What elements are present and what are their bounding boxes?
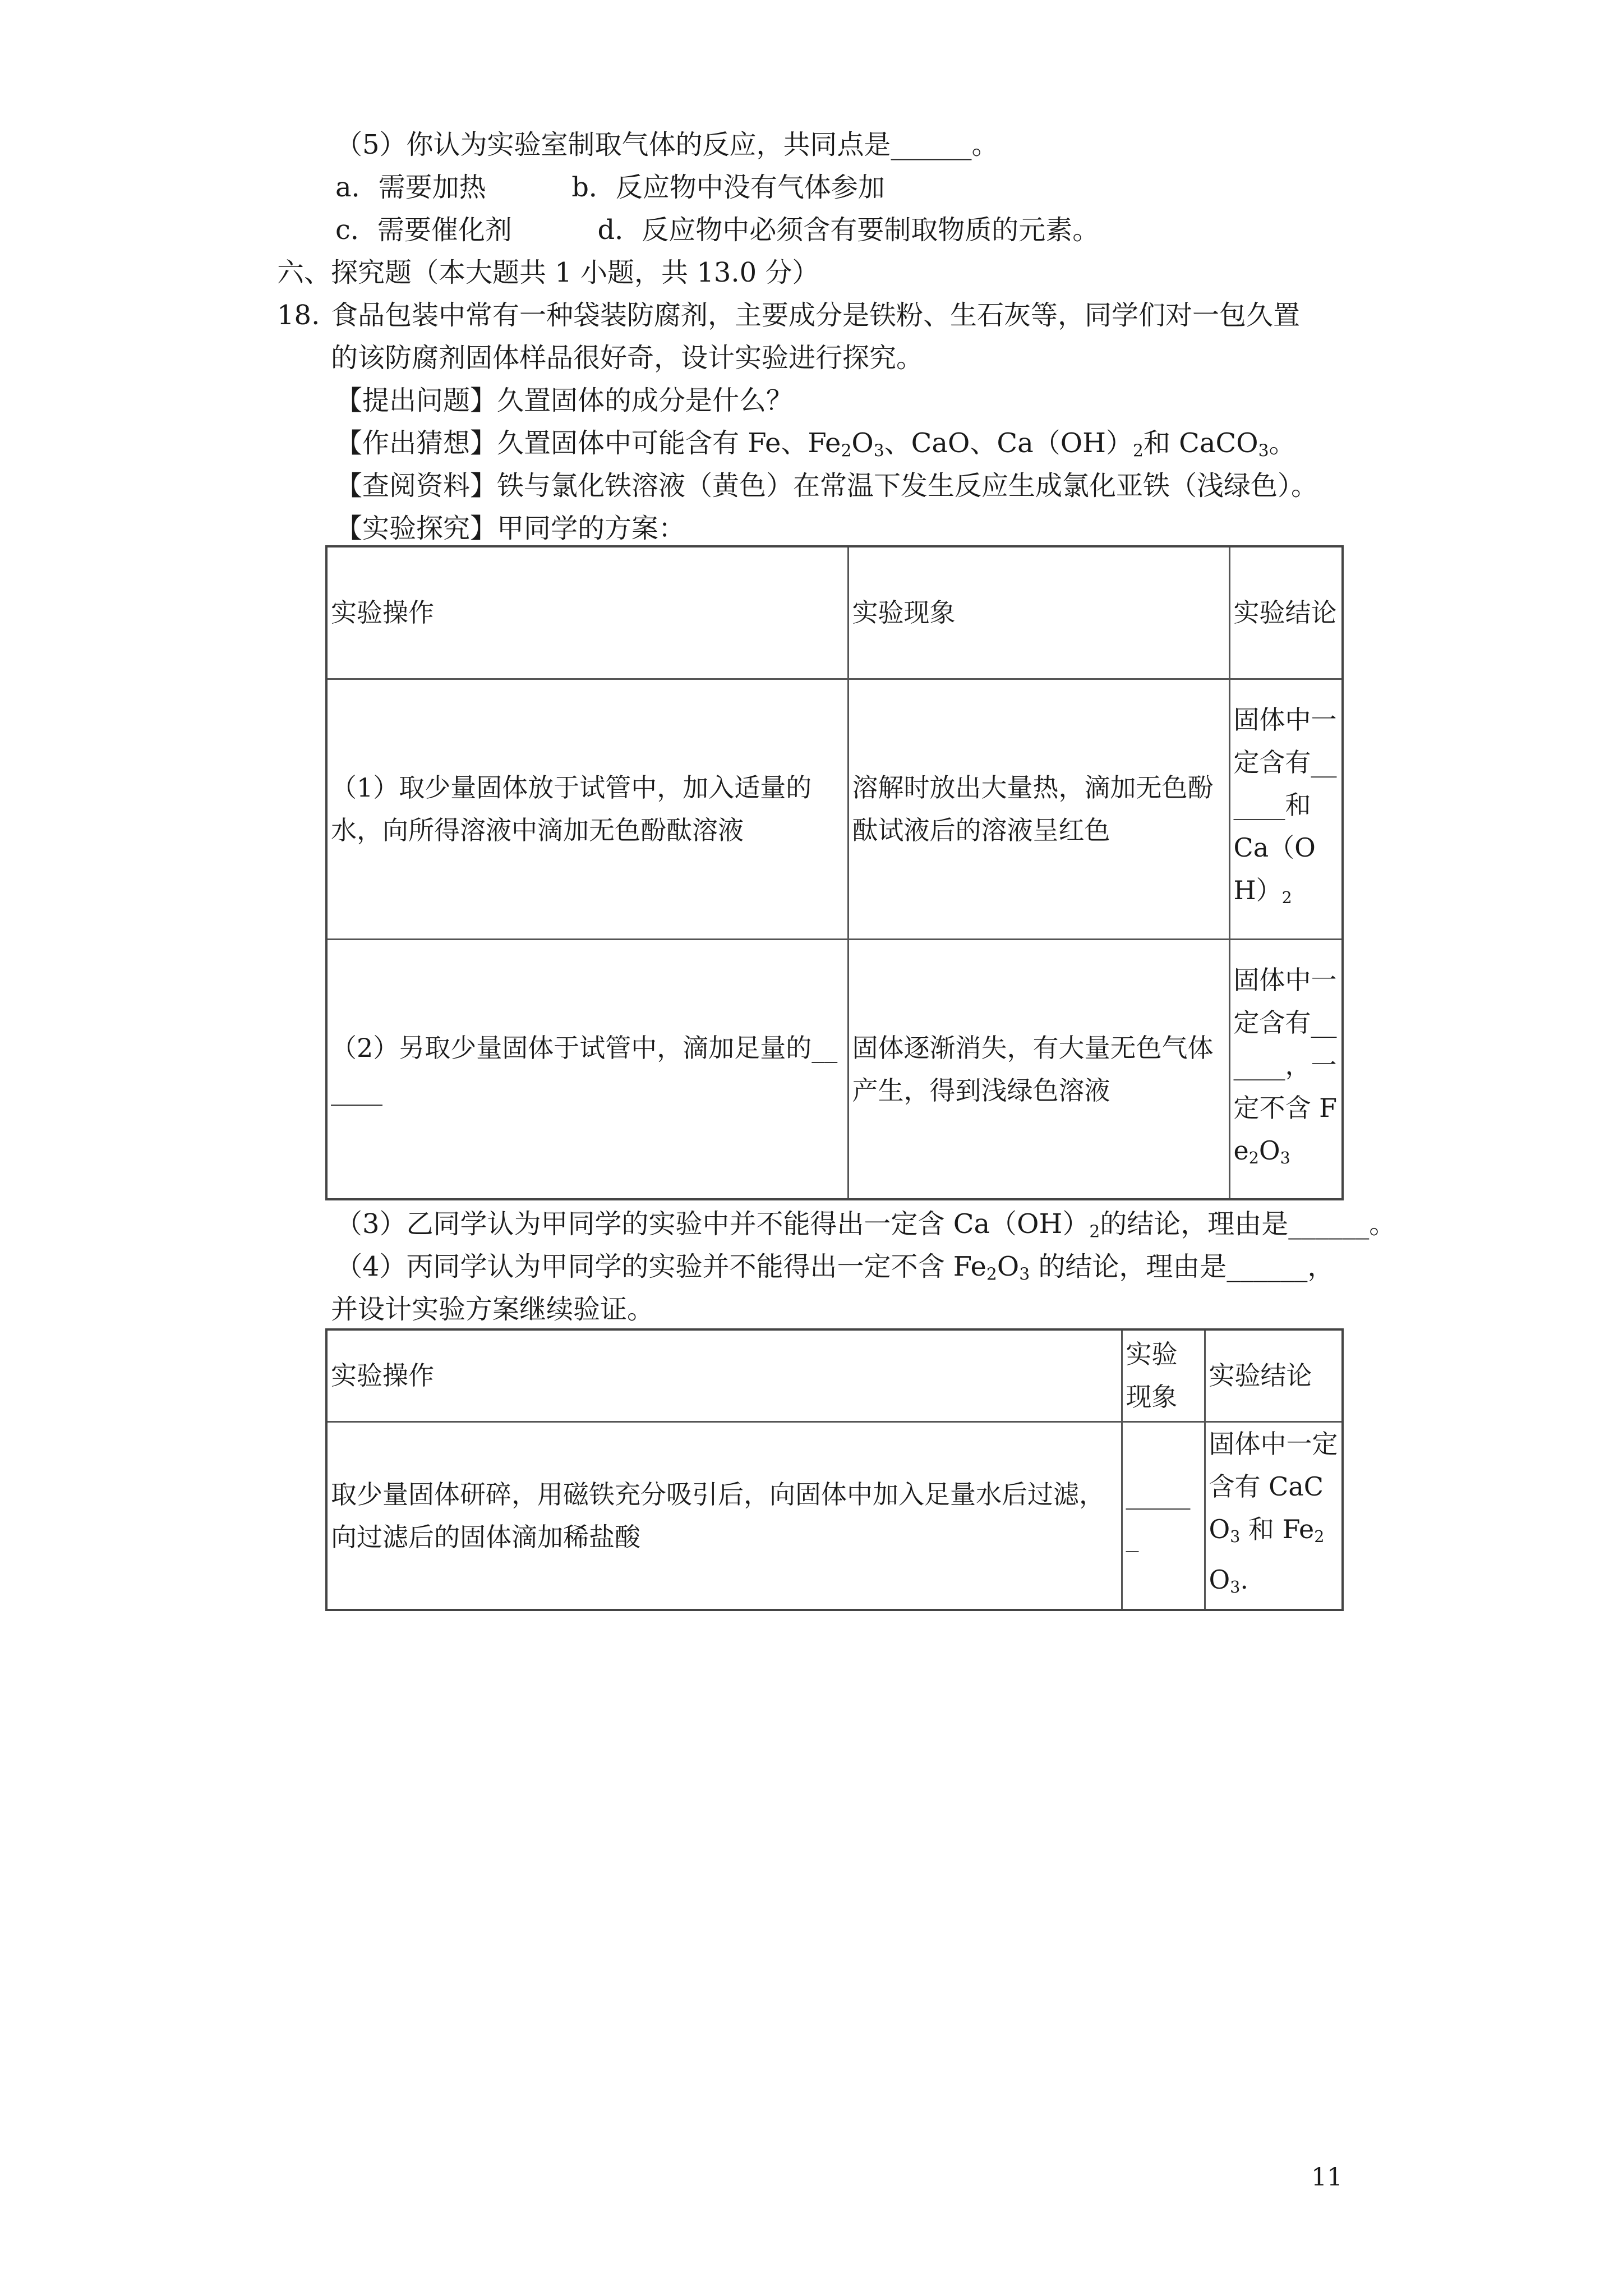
- q5-stem: （5）你认为实验室制取气体的反应，共同点是______。: [335, 129, 999, 160]
- table2-row1-conclusion: 固体中一定含有 CaCO$_3$ 和 $Fe_2O_3$.: [1205, 1421, 1343, 1610]
- table2-header-conclusion: 实验结论: [1205, 1329, 1343, 1421]
- q5-options-cd: c．需要催化剂 d．反应物中必须含有要制取物质的元素。: [335, 214, 1100, 246]
- q18-question: 【提出问题】久置固体的成分是什么？: [335, 385, 794, 416]
- table1-row1-phenomenon: 溶解时放出大量热，滴加无色酚酞试液后的溶液呈红色: [848, 679, 1229, 939]
- experiment-table-1: [325, 545, 1344, 1200]
- q18-number: 18.: [277, 300, 320, 331]
- table2-row-1: [326, 1421, 1343, 1610]
- q18-hypothesis: 【作出猜想】久置固体中可能含有 Fe、$Fe_2O_3$、CaO、$Ca(OH)_2$和 CaCO$_3$。: [335, 427, 1296, 461]
- table1-row-2: [326, 939, 1343, 1199]
- section-title: 六、探究题（本大题共 1 小题，共 13.0 分）: [277, 257, 819, 288]
- table1-header-operation: 实验操作: [326, 546, 848, 679]
- table2-header-phenomenon: 实验现象: [1122, 1329, 1205, 1421]
- table1-row2-phenomenon: 固体逐渐消失，有大量无色气体产生，得到浅绿色溶液: [848, 939, 1229, 1199]
- table1-row1-conclusion: 固体中一定含有______和 $Ca(OH)_2$: [1229, 679, 1343, 939]
- q18-intro-line2: 的该防腐剂固体样品很好奇，设计实验进行探究。: [331, 342, 924, 374]
- table2-row1-phenomenon: ______: [1122, 1421, 1205, 1610]
- table2-header-row: [326, 1329, 1343, 1421]
- table1-header-conclusion: 实验结论: [1229, 546, 1343, 679]
- table1-header-row: [326, 546, 1343, 679]
- q18-part3: （3）乙同学认为甲同学的实验中并不能得出一定含 $Ca(OH)_2$的结论，理由是______。: [335, 1208, 1396, 1242]
- q18-intro-line1: 食品包装中常有一种袋装防腐剂，主要成分是铁粉、生石灰等，同学们对一包久置: [331, 300, 1301, 331]
- experiment-table-2: [325, 1328, 1344, 1611]
- q5-options-ab: a．需要加热 b．反应物中没有气体参加: [335, 172, 885, 203]
- page-number: 11: [1311, 2163, 1343, 2192]
- table1-row2-conclusion: 固体中一定含有______，一定不含 $Fe_2O_3$: [1229, 939, 1343, 1199]
- q18-part4-line2: 并设计实验方案继续验证。: [331, 1294, 654, 1325]
- table1-row-1: [326, 679, 1343, 939]
- table1-row1-operation: （1）取少量固体放于试管中，加入适量的水，向所得溶液中滴加无色酚酞溶液: [326, 679, 848, 939]
- table1-row2-operation: （2）另取少量固体于试管中，滴加足量的______: [326, 939, 848, 1199]
- table2-header-operation: 实验操作: [326, 1329, 1122, 1421]
- table1-header-phenomenon: 实验现象: [848, 546, 1229, 679]
- q18-exploration: 【实验探究】甲同学的方案：: [335, 513, 686, 544]
- table2-row1-operation: 取少量固体研碎，用磁铁充分吸引后，向固体中加入足量水后过滤，向过滤后的固体滴加稀盐酸: [326, 1421, 1122, 1610]
- q18-part4: （4）丙同学认为甲同学的实验并不能得出一定不含 $Fe_2O_3$ 的结论，理由是______，: [335, 1251, 1335, 1285]
- q18-reference: 【查阅资料】铁与氯化铁溶液（黄色）在常温下发生反应生成氯化亚铁（浅绿色）。: [335, 470, 1318, 501]
